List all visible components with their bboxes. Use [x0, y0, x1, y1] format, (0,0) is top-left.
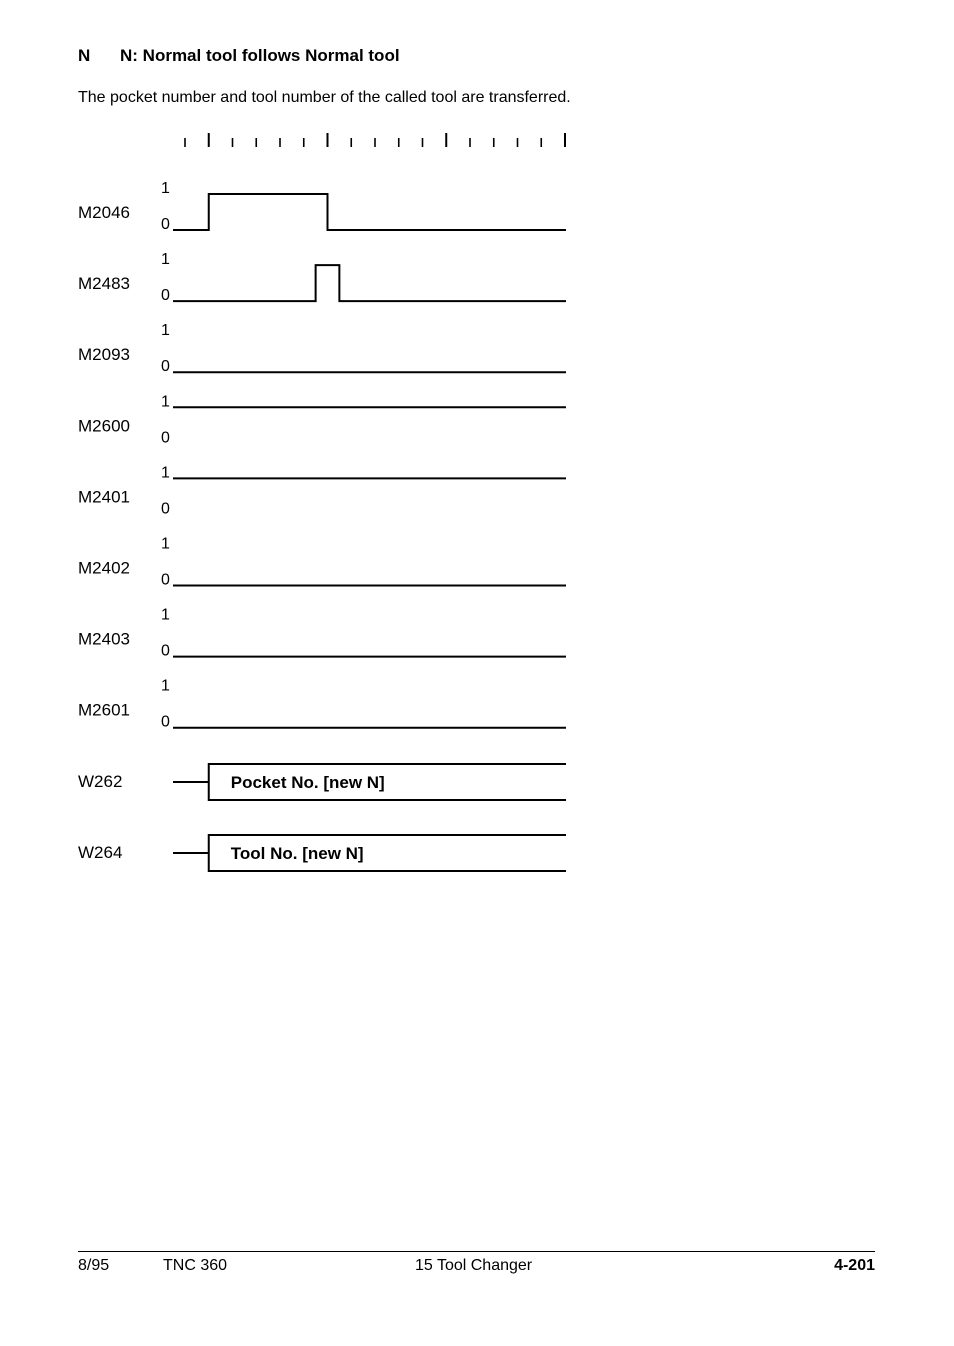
footer-model: TNC 360	[163, 1257, 228, 1274]
word-name: W264	[78, 843, 123, 862]
level-label-high: 1	[161, 251, 170, 269]
signal-traces	[78, 180, 566, 731]
word-w262	[78, 764, 566, 800]
signal-name: M2402	[78, 558, 130, 578]
level-label-high: 1	[161, 606, 170, 624]
level-label-low: 0	[161, 642, 170, 660]
level-label-high: 1	[161, 180, 170, 197]
page-footer	[78, 1251, 875, 1282]
signal-m2483	[78, 251, 566, 304]
signal-m2093	[78, 322, 566, 375]
signal-name: M2483	[78, 274, 130, 294]
signal-m2600	[78, 393, 566, 446]
signal-name: M2401	[78, 487, 130, 507]
level-label-low: 0	[161, 571, 170, 589]
level-label-low: 0	[161, 216, 170, 233]
level-label-high: 1	[161, 322, 170, 340]
level-label-low: 0	[161, 287, 170, 305]
footer-date: 8/95	[78, 1257, 110, 1274]
signal-trace	[173, 265, 566, 301]
signal-trace	[173, 194, 566, 230]
signal-m2601	[78, 678, 566, 731]
signal-name: M2600	[78, 416, 130, 436]
level-label-low: 0	[161, 713, 170, 731]
intro-text: The pocket number and tool number of the called tool are transferred.	[78, 89, 571, 106]
level-label-high: 1	[161, 535, 170, 553]
level-label-high: 1	[161, 464, 170, 482]
footer-page-number: 4-201	[834, 1257, 875, 1274]
signal-m2402	[78, 536, 566, 589]
section-title: N: Normal tool follows Normal tool	[120, 46, 400, 65]
signal-name: M2093	[78, 345, 130, 365]
word-name: W262	[78, 772, 123, 791]
level-label-high: 1	[161, 393, 170, 411]
signal-m2401	[78, 464, 566, 517]
level-label-low: 0	[161, 500, 170, 518]
word-value-label: Pocket No. [new N]	[230, 773, 385, 792]
signal-name: M2601	[78, 700, 130, 720]
signal-m2046	[78, 180, 566, 233]
signal-name: M2403	[78, 629, 130, 649]
section-code: N	[78, 46, 91, 65]
word-traces	[78, 764, 566, 871]
word-w264	[78, 835, 566, 871]
word-value-label: Tool No. [new N]	[230, 844, 364, 863]
signal-m2403	[78, 607, 566, 660]
footer-chapter: 15 Tool Changer	[415, 1257, 533, 1274]
level-label-low: 0	[161, 358, 170, 376]
signal-name: M2046	[78, 203, 130, 222]
time-axis-ticks	[185, 133, 565, 147]
level-label-high: 1	[161, 677, 170, 695]
level-label-low: 0	[161, 429, 170, 447]
